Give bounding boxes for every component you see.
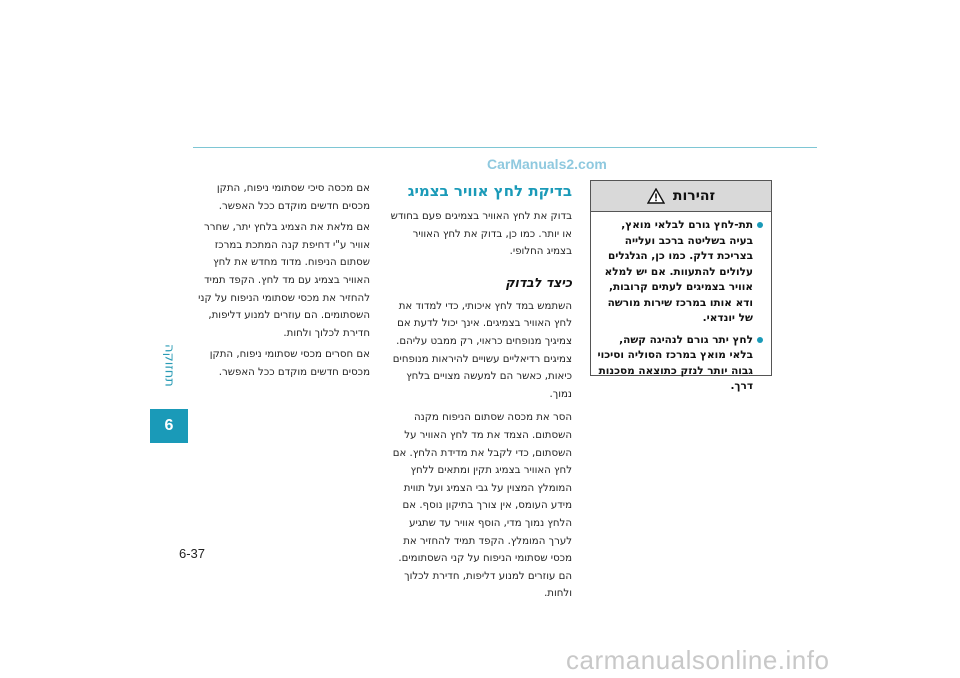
section-title: בדיקת לחץ אוויר בצמיג — [407, 182, 572, 200]
warning-item — [597, 218, 763, 327]
chapter-number-badge: 6 — [150, 409, 188, 443]
warning-box — [590, 180, 772, 392]
warning-item — [597, 333, 763, 395]
page-number: 6-37 — [179, 546, 206, 561]
middle-column — [386, 180, 572, 609]
body-paragraph: השתמש במד לחץ איכותי, כדי למדוד את לחץ האוויר בצמיגים. אינך יכול לדעת אם צמיגיך מנופחים כראוי, רק ממבט עליהם. צמיגים רדיאליים עשויים להיראות מנופחים כיאות, כאשר הם למעשה מצויים בלחץ נמוך. — [392, 300, 572, 400]
warning-triangle-icon — [647, 188, 665, 204]
warning-header — [591, 181, 771, 212]
body-paragraph: אם מלאת את הצמיג בלחץ יתר, שחרר אוויר ע"י דחיפת קנה המתכת במרכז שסתום הניפוח. מדוד מחדש את לחץ האוויר בצמיג עם מד לחץ. הקפד תמיד להחזיר את מכסי שסתומי הניפוח על קני השסתומים. הם עוזרים למנוע דליפות, חדירת לכלוך ולחות. — [198, 222, 370, 339]
warning-title: זהירות — [672, 188, 716, 204]
body-paragraph: אם חסרים מכסי שסתומי ניפוח, התקן מכסים חדשים מוקדם ככל האפשר. — [209, 349, 370, 378]
watermark-top: CarManuals2.com — [487, 156, 607, 172]
warning-item-text: לחץ יתר גורם לנהיגה קשה, בלאי מואץ במרכז הסוליה וסיכוי גבוה יותר לנזק כתוצאה מסכנות דרך. — [597, 333, 753, 392]
intro-paragraph: בדוק את לחץ האוויר בצמיגים פעם בחודש או יותר. כמו כן, בדוק את לחץ האוויר בצמיג החלופי. — [390, 211, 572, 258]
subsection-title: כיצד לבדוק — [505, 274, 572, 290]
body-paragraph: הסר את מכסה שסתום הניפוח מקנה השסתום. הצמד את מד לחץ האוויר על השסתום, כדי לקבל את מדידת הלחץ. אם לחץ האוויר בצמיג תקין ומתאים ללחץ המומלץ המצוין על גבי הצמיג ועל תווית מידע העומס, אין צורך בתיקון נוסף. אם הלחץ נמוך מדי, הוסף אוויר עד שתגיע לערך המומלץ. הקפד תמיד להחזיר את מכסי שסתומי הניפוח על קני השסתומים. הם עוזרים למנוע דליפות, חדירת לכלוך ולחות. — [392, 412, 572, 600]
chapter-side-label: תחזוקה — [161, 343, 177, 387]
left-column — [192, 180, 370, 386]
warning-body — [591, 212, 771, 395]
bullet-icon — [757, 222, 763, 228]
watermark-bottom: carmanualsonline.info — [566, 645, 830, 675]
warning-item-text: תת-לחץ גורם לבלאי מואץ, בעיה בשליטה ברכב ועלייה בצריכת דלק. כמו כן, הגלגלים עלולים להתעוות. אם יש למלא אוויר בצמיגים לעתים קרובות, ודא אותו במרכז שירות מורשה של יונדאי. — [604, 219, 753, 324]
bullet-icon — [757, 337, 763, 343]
top-divider — [193, 147, 817, 148]
body-paragraph: אם מכסה סיכי שסתומי ניפוח, התקן מכסים חדשים מוקדם ככל האפשר. — [216, 183, 370, 212]
